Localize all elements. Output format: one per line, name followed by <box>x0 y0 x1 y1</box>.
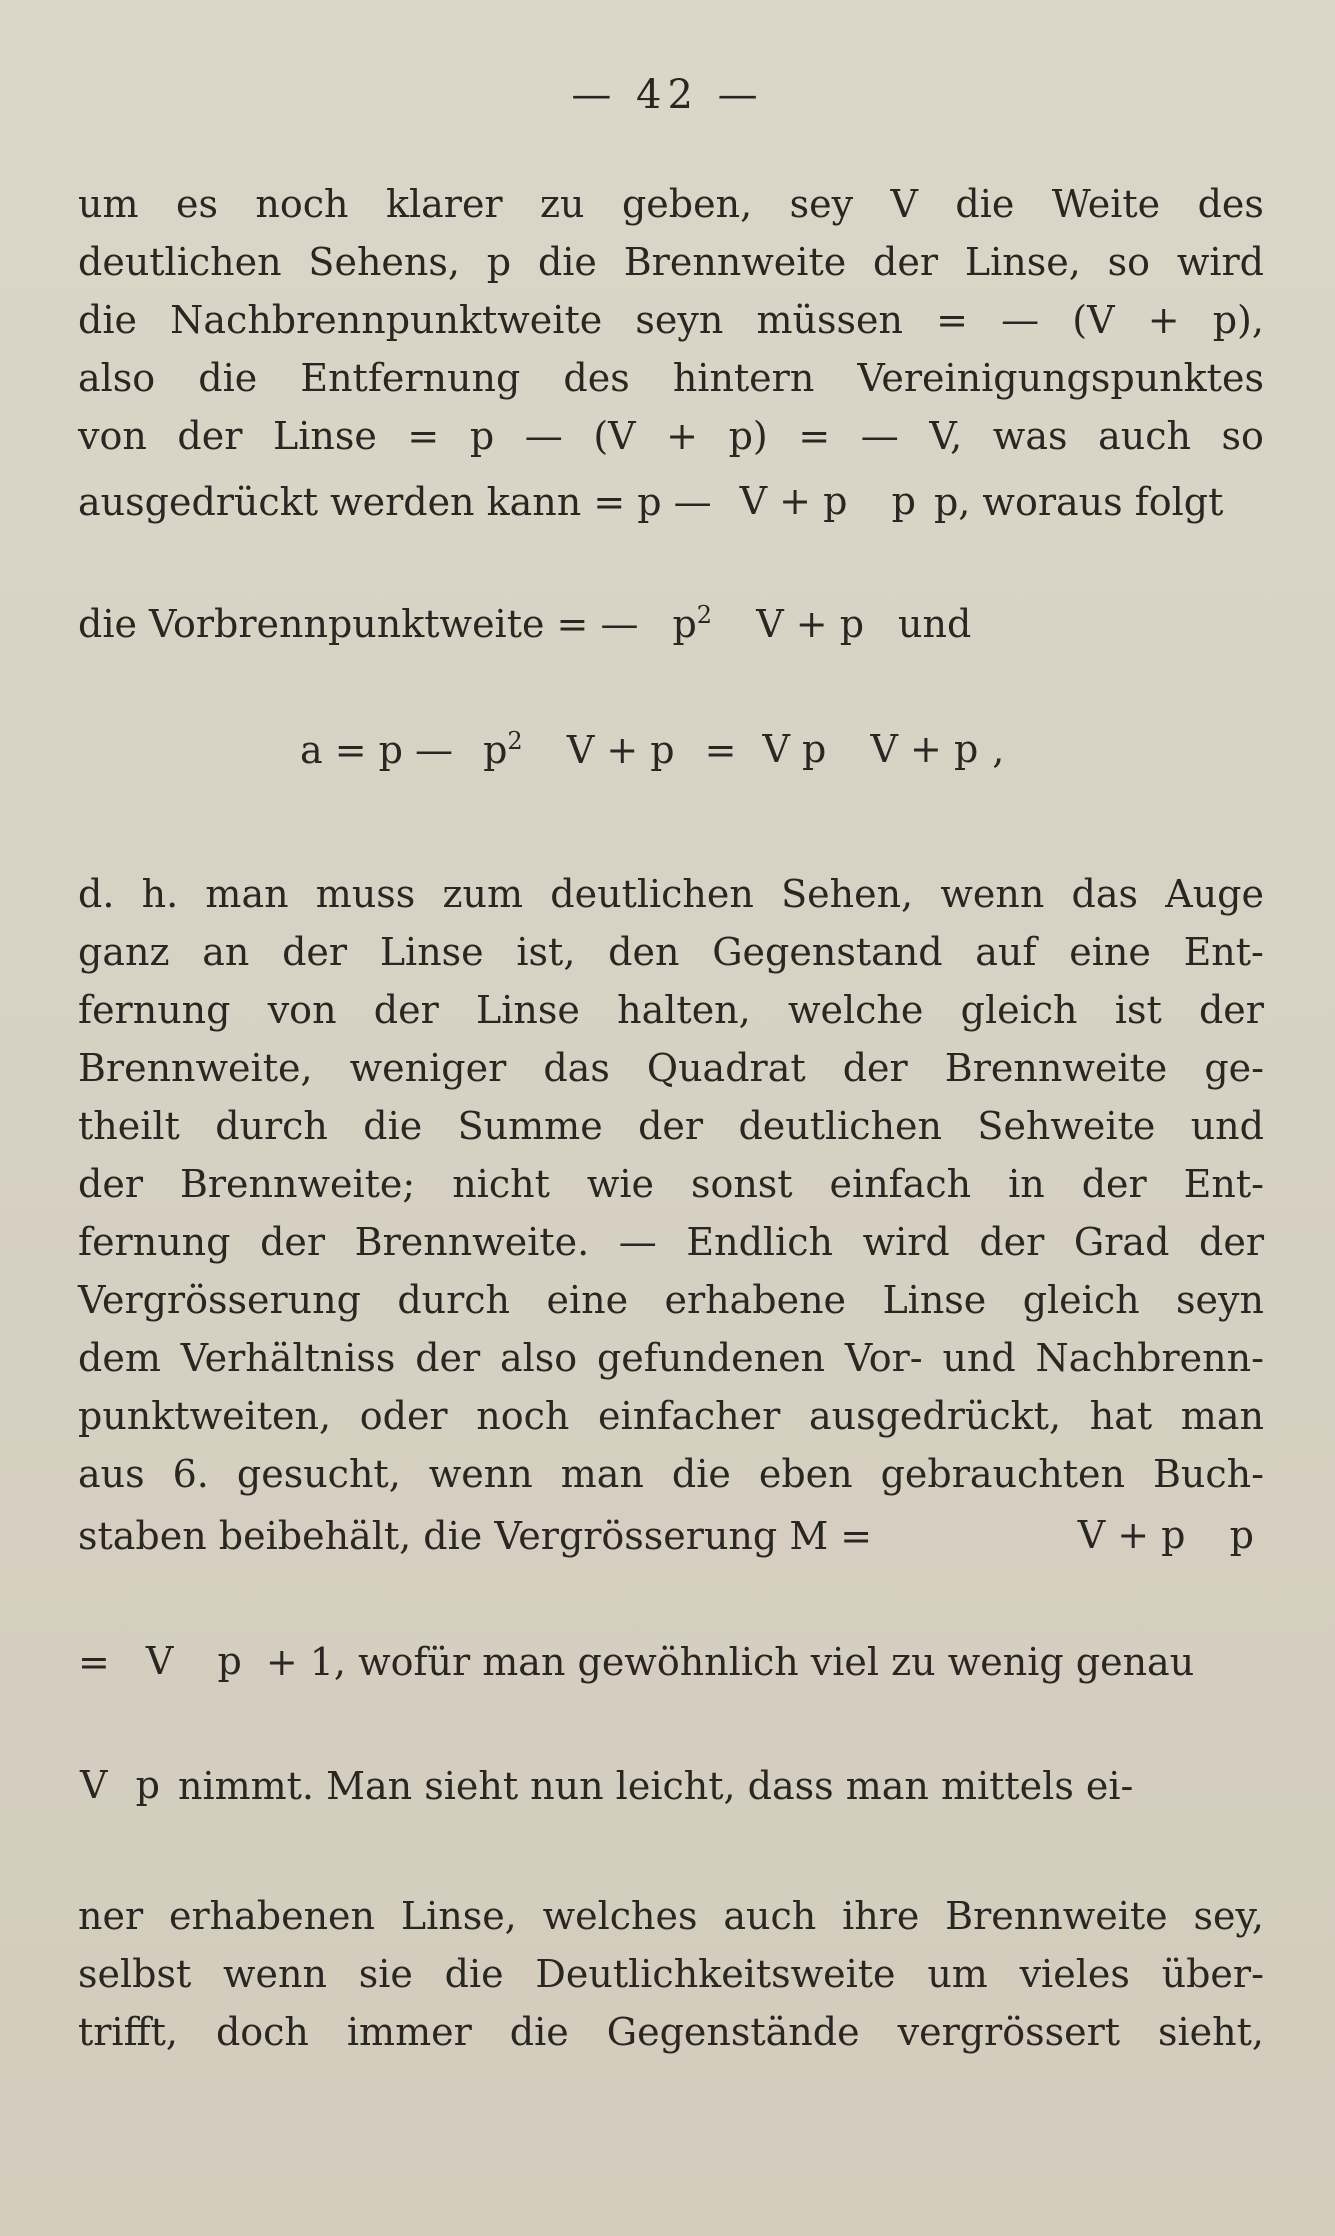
word: an <box>202 930 250 974</box>
word: auf <box>975 930 1037 974</box>
fraction <box>1068 1513 1264 1558</box>
word: einfach <box>829 1162 972 1206</box>
word: = <box>407 414 440 458</box>
word: eine <box>546 1278 629 1322</box>
word: Summe <box>457 1104 603 1148</box>
word: das <box>1071 872 1139 916</box>
word: theilt <box>78 1104 180 1148</box>
word: sieht, <box>1158 2010 1264 2054</box>
word: V <box>890 182 918 226</box>
text-line <box>78 872 1264 916</box>
fraction <box>473 729 685 771</box>
word: Sehens, <box>308 240 460 284</box>
word: wenn <box>428 1452 533 1496</box>
word: Linse <box>882 1278 987 1322</box>
word: deutlichen <box>550 872 754 916</box>
word: hintern <box>672 356 815 400</box>
word: Brennweite; <box>179 1162 416 1206</box>
word: Deutlichkeitsweite <box>535 1952 896 1996</box>
fraction-numerator: p2 <box>483 727 523 772</box>
formula-line <box>78 602 1264 646</box>
word: halten, <box>617 988 751 1032</box>
word: V, <box>929 414 963 458</box>
fraction-denominator: V + p <box>756 601 865 646</box>
fraction-denominator: p <box>135 1763 160 1808</box>
fraction-numerator: V <box>80 1763 108 1808</box>
word: fernung <box>78 988 231 1032</box>
text-line <box>78 1452 1264 1496</box>
word: der <box>842 1046 908 1090</box>
word: eben <box>758 1452 853 1496</box>
word: welches <box>542 1894 698 1938</box>
word: ganz <box>78 930 170 974</box>
word: in <box>1008 1162 1045 1206</box>
word: Buch- <box>1153 1452 1264 1496</box>
word: Vor- <box>844 1336 923 1380</box>
word: sey <box>789 182 854 226</box>
word: + <box>666 414 699 458</box>
word: so <box>1221 414 1264 458</box>
word: = <box>798 414 831 458</box>
word: also <box>78 356 156 400</box>
word: wenn <box>223 1952 327 1996</box>
word: der <box>78 1162 143 1206</box>
word: — <box>618 1220 657 1264</box>
word: von <box>78 414 147 458</box>
word: vieles <box>1019 1952 1130 1996</box>
word: sey, <box>1193 1894 1264 1938</box>
word: die <box>671 1452 731 1496</box>
text-line <box>78 1104 1264 1148</box>
word: Linse <box>476 988 580 1032</box>
word: Linse <box>379 930 484 974</box>
word: Entfernung <box>300 356 521 400</box>
fraction-numerator: V + p <box>739 479 848 524</box>
fraction <box>730 479 926 524</box>
word: oder <box>359 1394 448 1438</box>
word: so <box>1107 240 1150 284</box>
fraction-numerator: V p <box>762 727 827 772</box>
word: = <box>936 298 968 342</box>
word: der <box>638 1104 704 1148</box>
word: des <box>563 356 630 400</box>
word: der <box>1198 988 1264 1032</box>
word: erhabenen <box>168 1894 375 1938</box>
word: (V <box>1072 298 1115 342</box>
word: durch <box>397 1278 511 1322</box>
text-segment: und <box>898 602 972 646</box>
word: — <box>524 414 563 458</box>
page-number: — 42 — <box>571 72 764 118</box>
word: 6. <box>172 1452 209 1496</box>
word: (V <box>593 414 636 458</box>
word: noch <box>476 1394 570 1438</box>
word: gesucht, <box>236 1452 401 1496</box>
text-segment: p, woraus folgt <box>933 480 1224 524</box>
formula-line <box>300 727 1005 772</box>
word: der <box>1199 1220 1264 1264</box>
word: punktweiten, <box>78 1394 332 1438</box>
word: seyn <box>1176 1278 1264 1322</box>
word: trifft, <box>78 2010 178 2054</box>
word: des <box>1197 182 1264 226</box>
word: um <box>927 1952 988 1996</box>
word: vergrössert <box>897 2010 1121 2054</box>
word: seyn <box>635 298 724 342</box>
word: fernung <box>78 1220 231 1264</box>
word: den <box>608 930 680 974</box>
word: der <box>415 1336 481 1380</box>
fraction <box>136 1639 252 1684</box>
text-segment: staben beibehält, die Vergrösserung M = <box>78 1514 873 1558</box>
fraction <box>78 1763 162 1808</box>
word: Vereinigungspunktes <box>857 356 1264 400</box>
word: geben, <box>621 182 753 226</box>
word: Endlich <box>686 1220 833 1264</box>
word: Quadrat <box>646 1046 806 1090</box>
word: gebrauchten <box>880 1452 1126 1496</box>
word: Brennweite. <box>354 1220 590 1264</box>
word: aus <box>78 1452 145 1496</box>
word: h. <box>141 872 179 916</box>
text-line <box>78 1220 1264 1264</box>
fraction-denominator: p <box>217 1639 242 1684</box>
word: Grad <box>1073 1220 1170 1264</box>
word: deutlichen <box>738 1104 943 1148</box>
word: Nachbrenn- <box>1035 1336 1264 1380</box>
word: der <box>373 988 439 1032</box>
word: p <box>486 240 512 284</box>
word: gefundenen <box>596 1336 826 1380</box>
text-line <box>78 1394 1264 1438</box>
word: noch <box>255 182 349 226</box>
text-segment: ausgedrückt werden kann = p — <box>78 480 712 524</box>
word: hat <box>1089 1394 1153 1438</box>
word: Sehweite <box>977 1104 1156 1148</box>
text-line <box>78 1046 1264 1090</box>
word: Linse <box>272 414 377 458</box>
word: der <box>1081 1162 1147 1206</box>
word: klarer <box>385 182 503 226</box>
word: es <box>175 182 218 226</box>
word: eine <box>1069 930 1151 974</box>
text-line <box>78 356 1264 400</box>
word: Vergrösserung <box>78 1278 361 1322</box>
text-segment: , <box>992 728 1005 772</box>
word: doch <box>215 2010 309 2054</box>
text-line <box>78 1162 1264 1206</box>
word: wird <box>862 1220 950 1264</box>
word: Brennweite <box>945 1894 1168 1938</box>
word: welche <box>787 988 924 1032</box>
word: wird <box>1176 240 1264 284</box>
word: gleich <box>1022 1278 1140 1322</box>
formula-line <box>78 1640 1264 1684</box>
fraction-numerator: p2 <box>672 601 713 646</box>
word: der <box>873 240 939 284</box>
word: Verhältniss <box>180 1336 396 1380</box>
formula-line <box>78 480 1264 524</box>
word: und <box>942 1336 1016 1380</box>
word: nicht <box>452 1162 550 1206</box>
word: p), <box>1212 298 1264 342</box>
word: Ent- <box>1183 930 1264 974</box>
word: die <box>537 240 597 284</box>
text-line <box>78 298 1264 342</box>
word: Brennweite <box>944 1046 1168 1090</box>
text-line <box>78 1278 1264 1322</box>
word: dem <box>78 1336 161 1380</box>
word: Linse, <box>964 240 1081 284</box>
word: p) <box>728 414 768 458</box>
word: auch <box>723 1894 817 1938</box>
text-line <box>78 988 1264 1032</box>
word: die <box>444 1952 504 1996</box>
word: ihre <box>842 1894 920 1938</box>
text-line <box>78 2010 1264 2054</box>
word: von <box>267 988 337 1032</box>
word: Ent- <box>1183 1162 1264 1206</box>
word: Brennweite <box>623 240 847 284</box>
word: selbst <box>78 1952 192 1996</box>
word: und <box>1190 1104 1264 1148</box>
text-line <box>78 1952 1264 1996</box>
text-segment: a = p — <box>300 728 454 772</box>
word: Linse, <box>400 1894 517 1938</box>
fraction-numerator: V <box>145 1639 174 1684</box>
fraction-numerator: V + p <box>1077 1513 1186 1558</box>
word: ner <box>78 1894 144 1938</box>
word: über- <box>1161 1952 1264 1996</box>
text-segment: + 1, wofür man gewöhnlich viel zu wenig genau <box>265 1640 1195 1684</box>
word: erhabene <box>664 1278 847 1322</box>
text-segment: die Vorbrennpunktweite = — <box>78 602 639 646</box>
word: die <box>198 356 258 400</box>
word: der <box>979 1220 1045 1264</box>
word: das <box>543 1046 610 1090</box>
fraction-denominator: V + p <box>870 727 979 772</box>
word: einfacher <box>598 1394 781 1438</box>
formula-line <box>78 1514 1264 1558</box>
word: man <box>560 1452 644 1496</box>
word: Brennweite, <box>78 1046 313 1090</box>
text-segment: = <box>78 1640 110 1684</box>
word: die <box>363 1104 423 1148</box>
word: Weite <box>1051 182 1161 226</box>
text-segment: nimmt. Man sieht nun leicht, dass man mittels ei- <box>177 1764 1134 1808</box>
word: ausgedrückt, <box>808 1394 1062 1438</box>
word: Gegenstand <box>712 930 943 974</box>
word: d. <box>78 872 115 916</box>
text-segment: = <box>704 728 737 772</box>
word: ge- <box>1204 1046 1264 1090</box>
word: um <box>78 182 139 226</box>
formula-line <box>78 1764 1264 1808</box>
word: ist <box>1114 988 1162 1032</box>
word: der <box>260 1220 326 1264</box>
word: der <box>177 414 243 458</box>
word: wie <box>586 1162 654 1206</box>
text-line <box>78 1894 1264 1938</box>
text-line <box>78 1336 1264 1380</box>
word: p <box>469 414 495 458</box>
word: Auge <box>1165 872 1264 916</box>
fraction-denominator: p <box>891 479 916 524</box>
word: — <box>860 414 899 458</box>
word: weniger <box>349 1046 507 1090</box>
word: Sehen, <box>781 872 914 916</box>
word: also <box>499 1336 578 1380</box>
word: man <box>1180 1394 1264 1438</box>
text-line <box>78 240 1264 284</box>
word: die <box>509 2010 569 2054</box>
text-line <box>78 182 1264 226</box>
word: die <box>955 182 1015 226</box>
word: durch <box>215 1104 328 1148</box>
word: immer <box>346 2010 472 2054</box>
word: + <box>1147 298 1180 342</box>
word: sonst <box>690 1162 793 1206</box>
word: die <box>78 298 137 342</box>
word: gleich <box>960 988 1078 1032</box>
fraction <box>662 603 874 645</box>
word: zu <box>540 182 585 226</box>
text-line <box>78 930 1264 974</box>
word: sie <box>358 1952 413 1996</box>
fraction-denominator: p <box>1229 1513 1254 1558</box>
fraction-denominator: V + p <box>566 727 675 772</box>
word: Gegenstände <box>606 2010 860 2054</box>
text-line <box>78 414 1264 458</box>
word: muss <box>315 872 416 916</box>
word: was <box>992 414 1068 458</box>
word: auch <box>1098 414 1191 458</box>
word: — <box>1001 298 1040 342</box>
word: müssen <box>756 298 903 342</box>
word: Nachbrennpunktweite <box>170 298 603 342</box>
fraction <box>752 727 988 772</box>
word: ist, <box>516 930 576 974</box>
word: wenn <box>940 872 1045 916</box>
word: man <box>205 872 289 916</box>
word: zum <box>442 872 524 916</box>
word: deutlichen <box>78 240 282 284</box>
word: der <box>282 930 348 974</box>
